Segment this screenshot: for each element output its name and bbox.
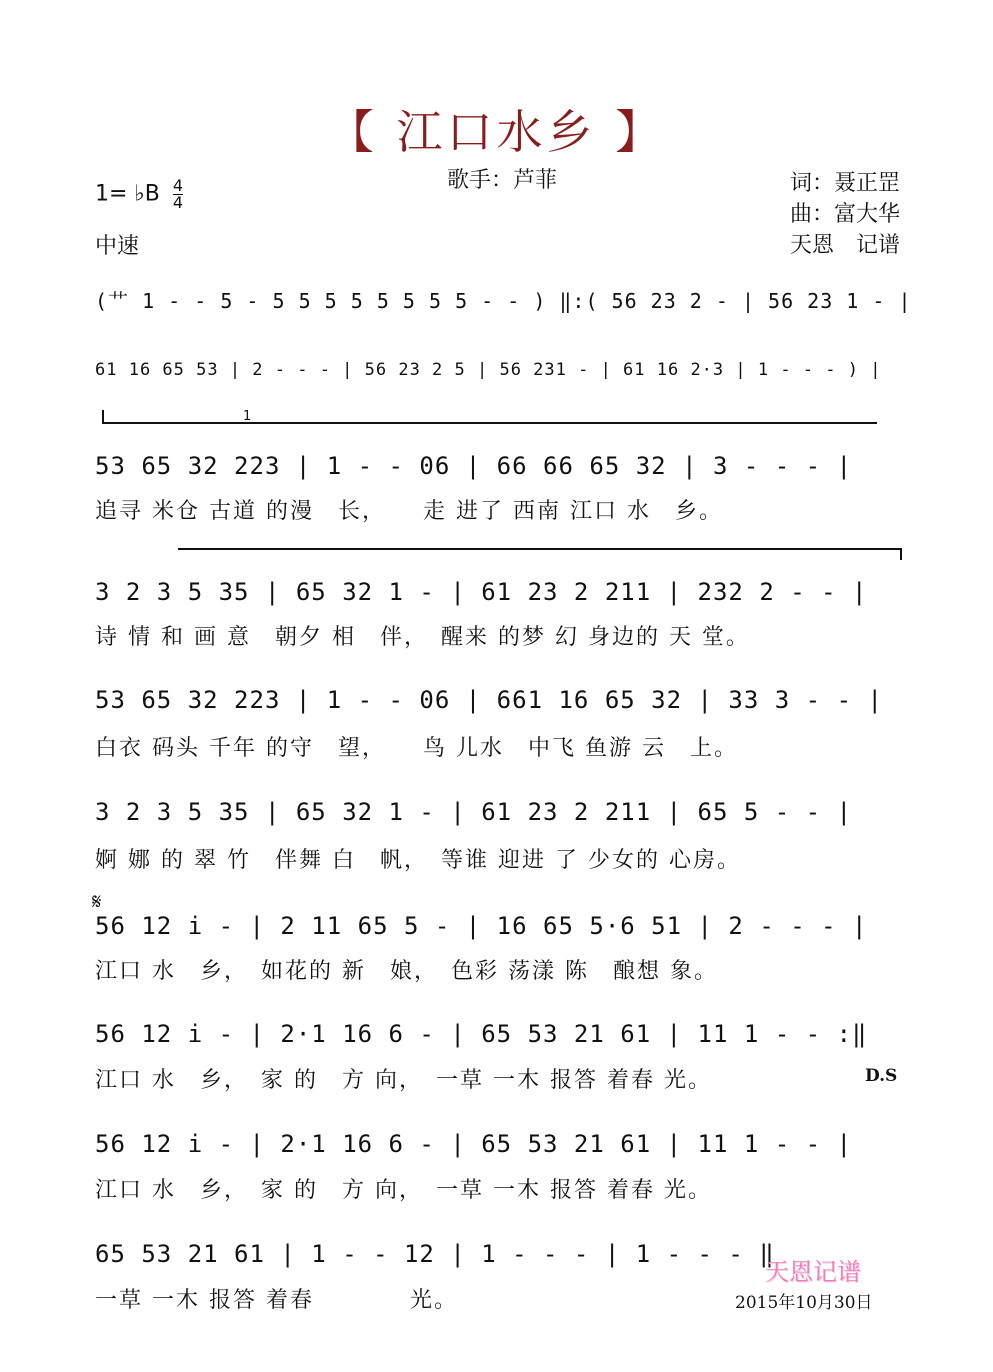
lyric-line-4: 诗 情 和 画 意 朝夕 相 伴， 醒来 的梦 幻 身边的 天 堂。 xyxy=(95,625,750,650)
volta-bracket xyxy=(102,422,877,424)
ds-marker: D.S xyxy=(865,1066,898,1086)
lyric-line-10: 一草 一木 报答 着春 光。 xyxy=(95,1288,458,1313)
notation-line-1: (艹 1 - - 5 - 5 5 5 5 5 5 5 5 - - ) ‖:( 56 23 2 - | 56 23 1 - | xyxy=(95,289,912,313)
key-label: 1= ♭B xyxy=(95,181,160,207)
volta-bracket-left-tick xyxy=(102,410,104,424)
song-title: 【 江口水乡 】 xyxy=(327,105,666,159)
singer-credit: 歌手：芦菲 xyxy=(447,168,558,193)
lyric-line-8: 江口 水 乡， 家 的 方 向， 一草 一木 报答 着春 光。 xyxy=(95,1068,712,1093)
notation-line-10: 65 53 21 61 | 1 - - 12 | 1 - - - | 1 - - - ‖ xyxy=(95,1240,775,1268)
volta-bracket-right-tick xyxy=(900,548,902,560)
notation-line-6: 3 2 3 5 35 | 65 32 1 - | 61 23 2 211 | 65 5 - - | xyxy=(95,798,853,826)
lyric-line-3: 追寻 米仓 古道 的漫 长， 走 进了 西南 江口 水 乡。 xyxy=(95,499,723,524)
segno-sign: 𝄋 xyxy=(92,890,102,915)
key-signature xyxy=(95,178,183,211)
composer-credit: 曲：富大华 xyxy=(790,202,901,227)
lyric-line-9: 江口 水 乡， 家 的 方 向， 一草 一木 报答 着春 光。 xyxy=(95,1178,712,1203)
volta-bracket-second xyxy=(178,548,900,550)
lyricist-credit: 词：聂正罡 xyxy=(790,171,901,196)
notation-line-5: 53 65 32 223 | 1 - - 06 | 661 16 65 32 | 33 3 - - | xyxy=(95,686,883,714)
notation-line-3: 53 65 32 223 | 1 - - 06 | 66 66 65 32 | 3 - - - | xyxy=(95,452,853,480)
notation-line-7: 56 12 i - | 2 11 65 5 - | 16 65 5·6 51 | 2 - - - | xyxy=(95,912,868,940)
time-signature xyxy=(173,178,183,211)
transcription-date: 2015年10月30日 xyxy=(735,1293,873,1313)
time-signature-top: 4 xyxy=(172,176,184,195)
lyric-line-6: 婀 娜 的 翠 竹 伴舞 白 帆， 等谁 迎进 了 少女的 心房。 xyxy=(95,848,741,873)
tempo-marking: 中速 xyxy=(95,234,140,259)
lyric-line-7: 江口 水 乡， 如花的 新 娘， 色彩 荡漾 陈 酿想 象。 xyxy=(95,959,718,984)
volta-number: 1 xyxy=(243,409,252,424)
transcriber-credit: 天恩 记谱 xyxy=(790,233,901,258)
notation-line-2: 61 16 65 53 | 2 - - - | 56 23 2 5 | 56 231 - | 61 16 2·3 | 1 - - - ) | xyxy=(95,360,882,380)
time-signature-bottom: 4 xyxy=(172,193,184,212)
notation-line-8: 56 12 i - | 2·1 16 6 - | 65 53 21 61 | 11 1 - - :‖ xyxy=(95,1020,868,1048)
notation-line-9: 56 12 i - | 2·1 16 6 - | 65 53 21 61 | 11 1 - - | xyxy=(95,1130,853,1158)
notation-line-4: 3 2 3 5 35 | 65 32 1 - | 61 23 2 211 | 232 2 - - | xyxy=(95,578,868,606)
lyric-line-5: 白衣 码头 千年 的守 望， 鸟 儿水 中飞 鱼游 云 上。 xyxy=(95,736,738,761)
transcriber-stamp: 天恩记谱 xyxy=(765,1258,861,1286)
